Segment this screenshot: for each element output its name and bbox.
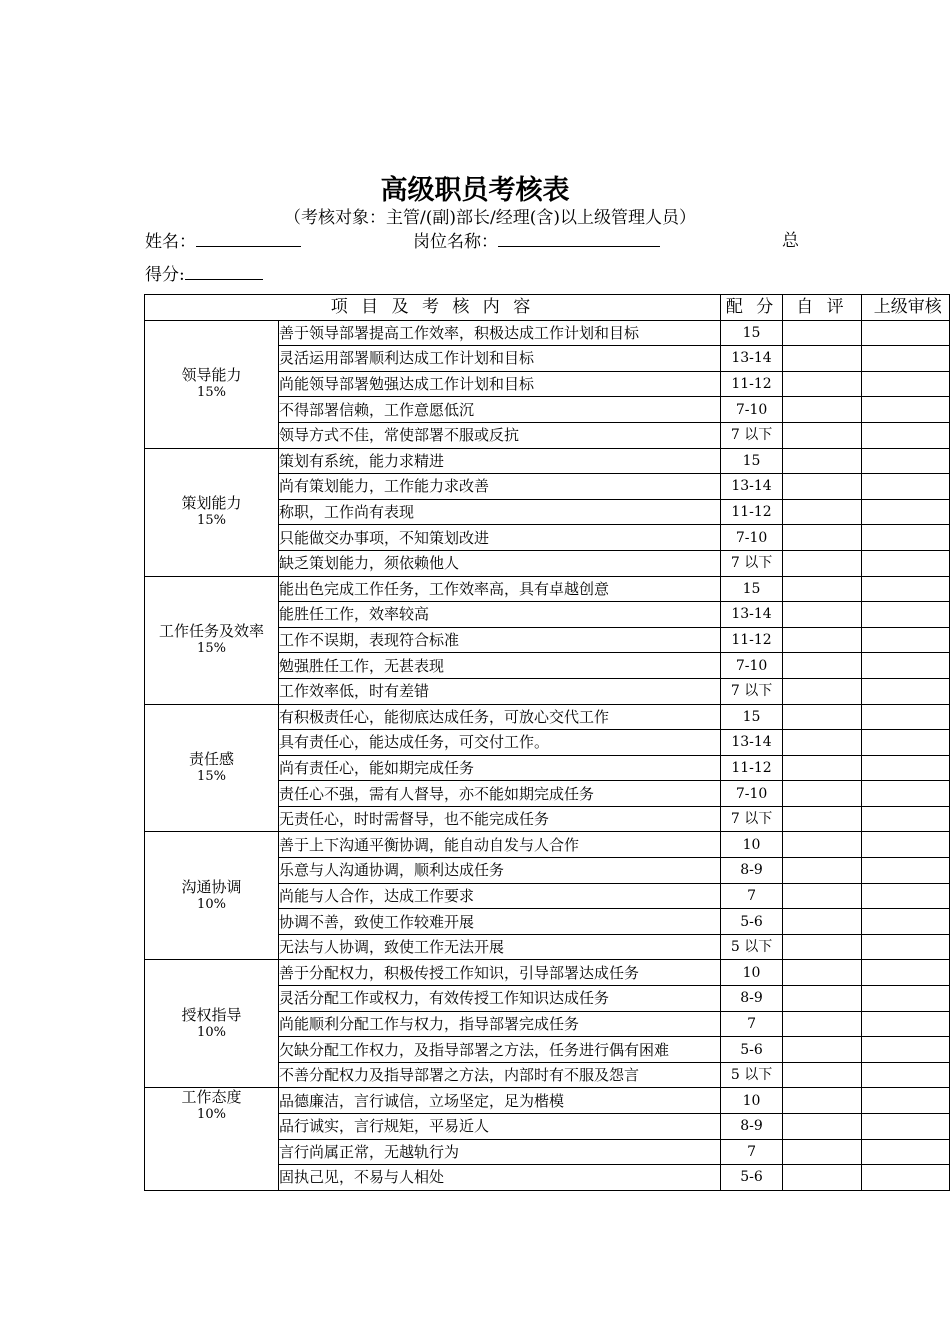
criterion-score: 7-10 [721,397,783,423]
criterion-score: 7-10 [721,653,783,679]
superior-review-cell[interactable] [861,653,949,679]
table-row [145,576,950,602]
superior-review-cell[interactable] [861,422,949,448]
self-evaluation-cell[interactable] [783,1062,862,1088]
superior-review-cell[interactable] [861,576,949,602]
self-evaluation-cell[interactable] [783,730,862,756]
criterion-description: 具有责任心，能达成任务，可交付工作。 [279,730,721,756]
criterion-description: 尚能领导部署勉强达成工作计划和目标 [279,371,721,397]
self-evaluation-cell[interactable] [783,1037,862,1063]
category-weight: 10% [197,896,226,912]
criterion-description: 有积极责任心，能彻底达成任务，可放心交代工作 [279,704,721,730]
criterion-description: 协调不善，致使工作较难开展 [279,909,721,935]
score-field-row [145,263,263,286]
self-evaluation-cell[interactable] [783,755,862,781]
superior-review-cell[interactable] [861,346,949,372]
category-cell [145,960,279,1088]
category-weight: 15% [197,513,226,529]
name-field-row [145,230,301,253]
self-evaluation-cell[interactable] [783,934,862,960]
superior-review-cell[interactable] [861,730,949,756]
table-row [145,320,950,346]
superior-review-cell[interactable] [861,755,949,781]
total-label: 总 [782,231,799,251]
criterion-score: 11-12 [721,371,783,397]
position-label: 岗位名称： [413,232,498,252]
category-cell [145,832,279,960]
superior-review-cell[interactable] [861,704,949,730]
criterion-score: 5 以下 [721,1062,783,1088]
superior-review-cell[interactable] [861,550,949,576]
category-cell [145,448,279,576]
criterion-description: 无责任心，时时需督导，也不能完成任务 [279,806,721,832]
self-evaluation-cell[interactable] [783,499,862,525]
superior-review-cell[interactable] [861,1088,949,1114]
criterion-score: 5-6 [721,1165,783,1191]
criterion-description: 能胜任工作，效率较高 [279,602,721,628]
criterion-description: 勉强胜任工作，无甚表现 [279,653,721,679]
criterion-score: 8-9 [721,986,783,1012]
criterion-score: 5 以下 [721,934,783,960]
criterion-score: 5-6 [721,1037,783,1063]
self-evaluation-cell[interactable] [783,986,862,1012]
superior-review-cell[interactable] [861,883,949,909]
superior-review-cell[interactable] [861,371,949,397]
criterion-score: 7 [721,1139,783,1165]
self-evaluation-cell[interactable] [783,1165,862,1191]
criterion-description: 策划有系统，能力求精进 [279,448,721,474]
criterion-score: 13-14 [721,730,783,756]
self-evaluation-cell[interactable] [783,909,862,935]
category-name: 责任感 [189,749,235,768]
self-evaluation-cell[interactable] [783,781,862,807]
criterion-score: 7 [721,1011,783,1037]
superior-review-cell[interactable] [861,678,949,704]
category-weight: 10% [197,1024,226,1040]
criterion-description: 责任心不强，需有人督导，亦不能如期完成任务 [279,781,721,807]
self-evaluation-cell[interactable] [783,422,862,448]
self-evaluation-cell[interactable] [783,550,862,576]
criterion-description: 品行诚实，言行规矩，平易近人 [279,1114,721,1140]
superior-review-cell[interactable] [861,1165,949,1191]
position-field-row [413,230,660,253]
criterion-score: 15 [721,576,783,602]
criterion-score: 8-9 [721,1114,783,1140]
superior-review-cell[interactable] [861,934,949,960]
criterion-description: 灵活运用部署顺利达成工作计划和目标 [279,346,721,372]
criterion-description: 工作效率低，时有差错 [279,678,721,704]
category-weight: 15% [197,641,226,657]
self-evaluation-cell[interactable] [783,525,862,551]
self-evaluation-cell[interactable] [783,1139,862,1165]
self-evaluation-cell[interactable] [783,576,862,602]
category-cell [145,576,279,704]
superior-review-cell[interactable] [861,1062,949,1088]
criterion-score: 7-10 [721,781,783,807]
criterion-description: 无法与人协调，致使工作无法开展 [279,934,721,960]
superior-review-cell[interactable] [861,627,949,653]
self-evaluation-cell[interactable] [783,960,862,986]
superior-review-cell[interactable] [861,1011,949,1037]
criterion-score: 15 [721,320,783,346]
criterion-score: 15 [721,448,783,474]
criterion-description: 能出色完成工作任务，工作效率高，具有卓越创意 [279,576,721,602]
self-evaluation-cell[interactable] [783,883,862,909]
category-weight: 15% [197,768,226,784]
superior-review-cell[interactable] [861,602,949,628]
superior-review-cell[interactable] [861,397,949,423]
table-row [145,1088,950,1114]
form-title: 高级职员考核表 [380,175,570,206]
name-label: 姓名： [145,232,196,252]
criterion-score: 10 [721,960,783,986]
superior-review-cell[interactable] [861,499,949,525]
criterion-description: 尚能与人合作，达成工作要求 [279,883,721,909]
table-row [145,960,950,986]
criterion-description: 领导方式不佳，常使部署不服或反抗 [279,422,721,448]
criterion-score: 7 [721,883,783,909]
criterion-score: 11-12 [721,627,783,653]
name-blank[interactable] [196,230,301,247]
category-name: 领导能力 [181,366,242,385]
criterion-score: 7 以下 [721,678,783,704]
superior-review-cell[interactable] [861,832,949,858]
superior-review-cell[interactable] [861,474,949,500]
criterion-score: 13-14 [721,474,783,500]
score-blank[interactable] [185,263,263,280]
self-evaluation-cell[interactable] [783,858,862,884]
category-name: 工作任务及效率 [159,622,265,641]
criterion-description: 灵活分配工作或权力，有效传授工作知识达成任务 [279,986,721,1012]
superior-review-cell[interactable] [861,525,949,551]
superior-review-cell[interactable] [861,1139,949,1165]
self-evaluation-cell[interactable] [783,1011,862,1037]
criterion-description: 欠缺分配工作权力，及指导部署之方法，任务进行偶有困难 [279,1037,721,1063]
self-evaluation-cell[interactable] [783,627,862,653]
self-evaluation-cell[interactable] [783,320,862,346]
self-evaluation-cell[interactable] [783,832,862,858]
table-header-row [145,295,950,321]
superior-review-cell[interactable] [861,320,949,346]
header-self: 自 评 [783,295,862,321]
self-evaluation-cell[interactable] [783,1088,862,1114]
category-cell [145,320,279,448]
superior-review-cell[interactable] [861,858,949,884]
criterion-score: 10 [721,1088,783,1114]
criterion-score: 7 以下 [721,422,783,448]
criterion-score: 10 [721,832,783,858]
category-name: 策划能力 [181,494,242,513]
table-row [145,448,950,474]
table-row [145,704,950,730]
superior-review-cell[interactable] [861,960,949,986]
self-evaluation-cell[interactable] [783,371,862,397]
self-evaluation-cell[interactable] [783,602,862,628]
criterion-score: 13-14 [721,602,783,628]
category-name: 沟通协调 [181,877,242,896]
superior-review-cell[interactable] [861,781,949,807]
criterion-description: 乐意与人沟通协调，顺利达成任务 [279,858,721,884]
criterion-score: 7-10 [721,525,783,551]
self-evaluation-cell[interactable] [783,474,862,500]
superior-review-cell[interactable] [861,986,949,1012]
category-cell [145,1088,279,1190]
criterion-score: 11-12 [721,499,783,525]
criterion-description: 言行尚属正常，无越轨行为 [279,1139,721,1165]
criterion-description: 称职，工作尚有表现 [279,499,721,525]
self-evaluation-cell[interactable] [783,806,862,832]
criterion-score: 13-14 [721,346,783,372]
criterion-description: 品德廉洁，言行诚信，立场坚定，足为楷模 [279,1088,721,1114]
criterion-description: 不得部署信赖，工作意愿低沉 [279,397,721,423]
superior-review-cell[interactable] [861,1114,949,1140]
criterion-description: 善于分配权力，积极传授工作知识，引导部署达成任务 [279,960,721,986]
criterion-description: 尚有策划能力，工作能力求改善 [279,474,721,500]
criterion-description: 固执己见，不易与人相处 [279,1165,721,1191]
header-superior: 上级审核 [861,295,949,321]
category-cell [145,704,279,832]
criterion-score: 5-6 [721,909,783,935]
table-row [145,832,950,858]
criterion-description: 工作不误期，表现符合标准 [279,627,721,653]
self-evaluation-cell[interactable] [783,704,862,730]
criterion-score: 7 以下 [721,806,783,832]
evaluation-table [144,294,950,1191]
superior-review-cell[interactable] [861,1037,949,1063]
criterion-description: 缺乏策划能力，须依赖他人 [279,550,721,576]
form-subtitle: （考核对象：主管/(副)部长/经理(含)以上级管理人员） [284,208,696,228]
header-item: 项 目 及 考 核 内 容 [145,295,721,321]
criterion-score: 8-9 [721,858,783,884]
criterion-description: 尚有责任心，能如期完成任务 [279,755,721,781]
category-name: 工作态度 [181,1088,242,1107]
self-evaluation-cell[interactable] [783,678,862,704]
category-name: 授权指导 [181,1005,242,1024]
criterion-score: 7 以下 [721,550,783,576]
criterion-description: 只能做交办事项，不知策划改进 [279,525,721,551]
self-evaluation-cell[interactable] [783,653,862,679]
table-body [145,320,950,1190]
category-weight: 15% [197,385,226,401]
position-blank[interactable] [498,230,660,247]
self-evaluation-cell[interactable] [783,448,862,474]
self-evaluation-cell[interactable] [783,1114,862,1140]
criterion-description: 善于上下沟通平衡协调，能自动自发与人合作 [279,832,721,858]
superior-review-cell[interactable] [861,448,949,474]
criterion-description: 尚能顺利分配工作与权力，指导部署完成任务 [279,1011,721,1037]
criterion-score: 15 [721,704,783,730]
criterion-description: 不善分配权力及指导部署之方法，内部时有不服及怨言 [279,1062,721,1088]
header-score: 配 分 [721,295,783,321]
score-label: 得分: [145,265,185,285]
self-evaluation-cell[interactable] [783,346,862,372]
criterion-score: 11-12 [721,755,783,781]
superior-review-cell[interactable] [861,806,949,832]
superior-review-cell[interactable] [861,909,949,935]
criterion-description: 善于领导部署提高工作效率，积极达成工作计划和目标 [279,320,721,346]
self-evaluation-cell[interactable] [783,397,862,423]
category-weight: 10% [197,1107,226,1123]
